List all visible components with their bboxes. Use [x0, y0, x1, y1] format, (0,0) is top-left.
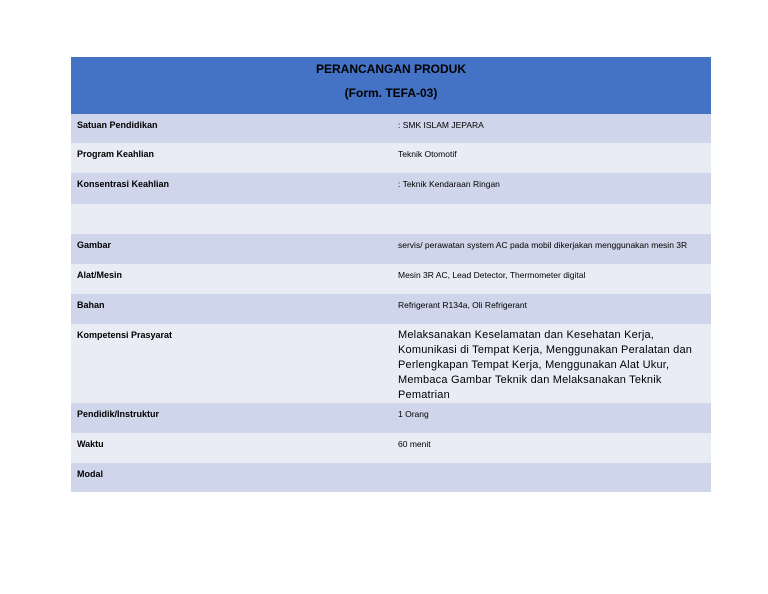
table-row [71, 294, 711, 324]
row-value: Teknik Otomotif [391, 143, 711, 173]
row-label: Pendidik/Instruktur [71, 403, 391, 433]
row-label [71, 204, 391, 234]
row-value: Refrigerant R134a, Oli Refrigerant [391, 294, 711, 324]
row-label: Bahan [71, 294, 391, 324]
row-value: : Teknik Kendaraan Ringan [391, 173, 711, 204]
row-label: Gambar [71, 234, 391, 264]
form-title: PERANCANGAN PRODUK [315, 62, 466, 76]
table-row [71, 433, 711, 463]
row-label: Satuan Pendidikan [71, 114, 391, 143]
row-label: Alat/Mesin [71, 264, 391, 294]
row-value: Mesin 3R AC, Lead Detector, Thermometer digital [391, 264, 711, 294]
row-value: 60 menit [391, 433, 711, 463]
header-cell [71, 57, 711, 114]
table-row [71, 324, 711, 403]
table-row [71, 143, 711, 173]
row-value: Melaksanakan Keselamatan dan Kesehatan Kerja, Komunikasi di Tempat Kerja, Menggunakan Peralatan dan Perlengkapan Tempat Kerja, Menggunakan Alat Ukur, Membaca Gambar Teknik dan Melaksanakan Teknik Pematrian [391, 324, 711, 403]
row-value: 1 Orang [391, 403, 711, 433]
row-value [391, 204, 711, 234]
table-row [71, 463, 711, 492]
row-label: Kompetensi Prasyarat [71, 324, 391, 403]
row-label: Waktu [71, 433, 391, 463]
table-row [71, 234, 711, 264]
form-table [71, 57, 711, 492]
form-subtitle: (Form. TEFA-03) [344, 86, 438, 100]
row-value: servis/ perawatan system AC pada mobil dikerjakan menggunakan mesin 3R [391, 234, 711, 264]
row-label: Konsentrasi Keahlian [71, 173, 391, 204]
row-value [391, 463, 711, 492]
table-row [71, 173, 711, 204]
row-label: Modal [71, 463, 391, 492]
table-row [71, 403, 711, 433]
header-row [71, 57, 711, 114]
table-row [71, 264, 711, 294]
row-value: : SMK ISLAM JEPARA [391, 114, 711, 143]
table-row [71, 114, 711, 143]
row-label: Program Keahlian [71, 143, 391, 173]
table-row-empty [71, 204, 711, 234]
